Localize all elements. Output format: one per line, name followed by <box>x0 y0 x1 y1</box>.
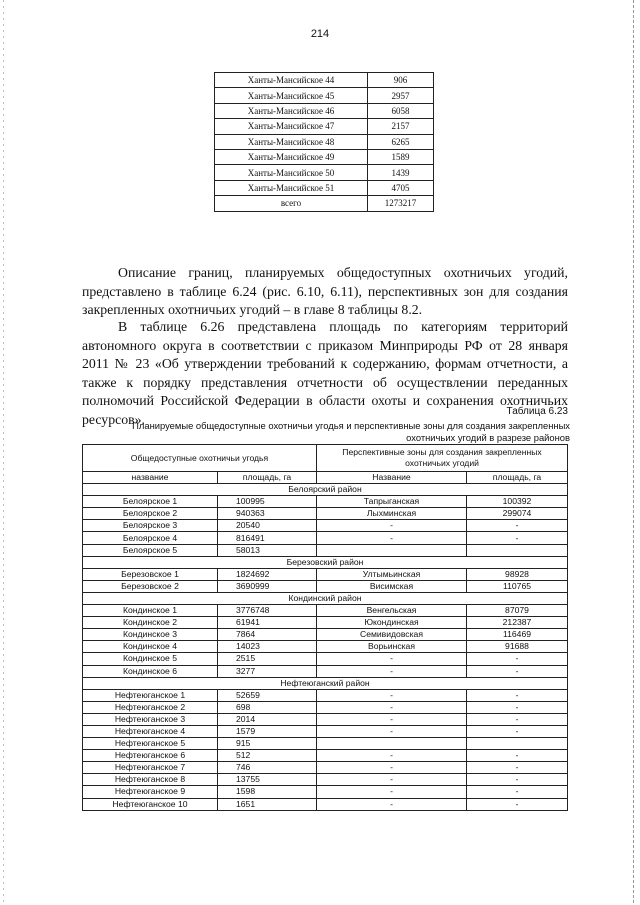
territory-name-cell: всего <box>215 196 368 211</box>
zone-name-cell: Семивидовская <box>317 629 467 641</box>
district-name: Березовский район <box>83 556 568 568</box>
table-row <box>83 665 568 677</box>
zone-area-cell: - <box>467 725 568 737</box>
table-row <box>83 701 568 713</box>
territory-name-cell: Ханты-Мансийское 46 <box>215 103 368 118</box>
area-cell: 906 <box>368 73 434 88</box>
ground-area-cell: 3277 <box>218 665 317 677</box>
ground-area-cell: 698 <box>218 701 317 713</box>
district-row <box>83 592 568 604</box>
table-row <box>83 580 568 592</box>
table-column-header-row <box>83 472 568 484</box>
hunting-grounds-table-body <box>83 484 568 811</box>
zone-name-cell: Юкондинская <box>317 617 467 629</box>
district-name: Нефтеюганский район <box>83 677 568 689</box>
table-row <box>215 180 434 195</box>
area-cell: 2957 <box>368 88 434 103</box>
ground-name-cell: Белоярское 4 <box>83 532 218 544</box>
zone-name-cell: Лыхминская <box>317 508 467 520</box>
table-row <box>83 750 568 762</box>
zone-area-cell: 212387 <box>467 617 568 629</box>
hunting-grounds-table <box>82 444 568 811</box>
table-row <box>215 88 434 103</box>
territory-name-cell: Ханты-Мансийское 49 <box>215 149 368 164</box>
ground-area-cell: 512 <box>218 750 317 762</box>
ground-name-cell: Нефтеюганское 9 <box>83 786 218 798</box>
ground-name-cell: Нефтеюганское 3 <box>83 713 218 725</box>
ground-name-cell: Березовское 2 <box>83 580 218 592</box>
zone-name-cell: Тапрыганская <box>317 496 467 508</box>
district-row <box>83 556 568 568</box>
zone-name-cell: - <box>317 653 467 665</box>
table-row <box>215 103 434 118</box>
zone-area-cell: 110765 <box>467 580 568 592</box>
area-cell: 6265 <box>368 134 434 149</box>
table-row <box>83 520 568 532</box>
zone-area-cell <box>467 544 568 556</box>
header-name: название <box>83 472 218 484</box>
table-row <box>83 653 568 665</box>
district-name: Кондинский район <box>83 592 568 604</box>
table-row <box>83 725 568 737</box>
ground-area-cell: 100995 <box>218 496 317 508</box>
ground-area-cell: 1579 <box>218 725 317 737</box>
zone-area-cell: - <box>467 786 568 798</box>
paragraph-categories: В таблице 6.26 представлена площадь по категориям территорий автономного округа в соответствии с приказом Минприроды РФ от 28 января 2011 № 23 «Об утверждении требований к содержанию, формам отчетности, а также к порядку представления отчетности об осуществлении переданных полномочий Российской Федерации в области охоты и сохранения охотничьих ресурсов». <box>82 319 568 427</box>
ground-area-cell: 915 <box>218 738 317 750</box>
ground-name-cell: Нефтеюганское 10 <box>83 798 218 810</box>
ground-name-cell: Кондинское 4 <box>83 641 218 653</box>
district-row <box>83 677 568 689</box>
ground-name-cell: Нефтеюганское 4 <box>83 725 218 737</box>
ground-name-cell: Кондинское 1 <box>83 605 218 617</box>
zone-area-cell: - <box>467 520 568 532</box>
zone-area-cell: 98928 <box>467 568 568 580</box>
zone-name-cell: - <box>317 798 467 810</box>
zone-name-cell: - <box>317 725 467 737</box>
zone-area-cell: 91688 <box>467 641 568 653</box>
scan-edge-right <box>633 0 634 905</box>
district-name: Белоярский район <box>83 484 568 496</box>
area-cell: 1439 <box>368 165 434 180</box>
ground-name-cell: Нефтеюганское 7 <box>83 762 218 774</box>
ground-name-cell: Кондинское 5 <box>83 653 218 665</box>
table-row <box>83 496 568 508</box>
ground-area-cell: 3776748 <box>218 605 317 617</box>
zone-area-cell: - <box>467 713 568 725</box>
header-public-grounds: Общедоступные охотничьи угодья <box>83 445 317 472</box>
zone-name-cell: - <box>317 701 467 713</box>
ground-name-cell: Белоярское 1 <box>83 496 218 508</box>
continued-table-body <box>215 73 434 212</box>
table-row <box>83 629 568 641</box>
zone-name-cell: - <box>317 750 467 762</box>
header-area: площадь, га <box>218 472 317 484</box>
territory-name-cell: Ханты-Мансийское 51 <box>215 180 368 195</box>
zone-name-cell: - <box>317 774 467 786</box>
zone-area-cell: 87079 <box>467 605 568 617</box>
table-row <box>83 786 568 798</box>
ground-area-cell: 58013 <box>218 544 317 556</box>
ground-area-cell: 7864 <box>218 629 317 641</box>
zone-name-cell: - <box>317 532 467 544</box>
ground-name-cell: Нефтеюганское 6 <box>83 750 218 762</box>
table-row <box>83 641 568 653</box>
zone-area-cell <box>467 738 568 750</box>
ground-area-cell: 816491 <box>218 532 317 544</box>
zone-name-cell: Висимская <box>317 580 467 592</box>
ground-area-cell: 20540 <box>218 520 317 532</box>
zone-area-cell: - <box>467 750 568 762</box>
table-row <box>83 544 568 556</box>
zone-name-cell: - <box>317 713 467 725</box>
ground-name-cell: Белоярское 2 <box>83 508 218 520</box>
zone-name-cell <box>317 544 467 556</box>
ground-area-cell: 2515 <box>218 653 317 665</box>
zone-name-cell: Ултымьинская <box>317 568 467 580</box>
table-row <box>215 134 434 149</box>
ground-name-cell: Нефтеюганское 2 <box>83 701 218 713</box>
area-cell: 6058 <box>368 103 434 118</box>
scan-edge-left <box>3 0 4 905</box>
zone-area-cell: - <box>467 762 568 774</box>
table-row <box>83 689 568 701</box>
ground-area-cell: 746 <box>218 762 317 774</box>
zone-area-cell: 100392 <box>467 496 568 508</box>
table-number: Таблица 6.23 <box>506 406 568 417</box>
ground-area-cell: 61941 <box>218 617 317 629</box>
zone-area-cell: - <box>467 798 568 810</box>
table-title: Планируемые общедоступные охотничьи угодья и перспективные зоны для создания закрепленных охотничьих угодий в разрезе районов <box>132 420 570 443</box>
table-row <box>83 762 568 774</box>
table-row <box>83 774 568 786</box>
zone-name-cell: Ворьинская <box>317 641 467 653</box>
ground-area-cell: 940363 <box>218 508 317 520</box>
ground-area-cell: 52659 <box>218 689 317 701</box>
ground-area-cell: 1651 <box>218 798 317 810</box>
table-row <box>83 568 568 580</box>
table-row <box>83 617 568 629</box>
district-row <box>83 484 568 496</box>
table-row <box>83 713 568 725</box>
ground-name-cell: Белоярское 5 <box>83 544 218 556</box>
ground-name-cell: Кондинское 2 <box>83 617 218 629</box>
territory-name-cell: Ханты-Мансийское 45 <box>215 88 368 103</box>
table-row <box>215 73 434 88</box>
zone-area-cell: - <box>467 665 568 677</box>
ground-name-cell: Нефтеюганское 5 <box>83 738 218 750</box>
table-row <box>215 196 434 211</box>
paragraph-boundaries: Описание границ, планируемых общедоступных охотничьих угодий, представлено в таблице 6.24 (рис. 6.10, 6.11), перспективных зон для создания закрепленных охотничьих угодий – в главе 8 таблицы 8.2. <box>82 265 568 317</box>
ground-area-cell: 14023 <box>218 641 317 653</box>
zone-name-cell: - <box>317 786 467 798</box>
table-row <box>215 165 434 180</box>
ground-area-cell: 2014 <box>218 713 317 725</box>
ground-name-cell: Кондинское 3 <box>83 629 218 641</box>
zone-name-cell: - <box>317 665 467 677</box>
zone-name-cell: Венгельская <box>317 605 467 617</box>
ground-name-cell: Нефтеюганское 1 <box>83 689 218 701</box>
area-cell: 1273217 <box>368 196 434 211</box>
zone-name-cell <box>317 738 467 750</box>
header-prospective-zones: Перспективные зоны для создания закрепленных охотничьих угодий <box>317 445 568 472</box>
zone-area-cell: 116469 <box>467 629 568 641</box>
zone-area-cell: - <box>467 774 568 786</box>
table-row <box>83 532 568 544</box>
area-cell: 1589 <box>368 149 434 164</box>
area-cell: 4705 <box>368 180 434 195</box>
territory-name-cell: Ханты-Мансийское 48 <box>215 134 368 149</box>
table-row <box>215 149 434 164</box>
zone-name-cell: - <box>317 689 467 701</box>
header-zone-name: Название <box>317 472 467 484</box>
continued-table <box>214 72 434 212</box>
zone-name-cell: - <box>317 520 467 532</box>
zone-area-cell: - <box>467 532 568 544</box>
zone-area-cell: - <box>467 653 568 665</box>
table-row <box>215 119 434 134</box>
territory-name-cell: Ханты-Мансийское 47 <box>215 119 368 134</box>
table-row <box>83 508 568 520</box>
area-cell: 2157 <box>368 119 434 134</box>
ground-name-cell: Нефтеюганское 8 <box>83 774 218 786</box>
page-number: 214 <box>310 28 330 40</box>
territory-name-cell: Ханты-Мансийское 50 <box>215 165 368 180</box>
ground-area-cell: 13755 <box>218 774 317 786</box>
territory-name-cell: Ханты-Мансийское 44 <box>215 73 368 88</box>
ground-area-cell: 3690999 <box>218 580 317 592</box>
zone-area-cell: 299074 <box>467 508 568 520</box>
zone-area-cell: - <box>467 701 568 713</box>
ground-area-cell: 1598 <box>218 786 317 798</box>
header-zone-area: площадь, га <box>467 472 568 484</box>
ground-name-cell: Кондинское 6 <box>83 665 218 677</box>
zone-area-cell: - <box>467 689 568 701</box>
ground-name-cell: Березовское 1 <box>83 568 218 580</box>
table-row <box>83 605 568 617</box>
zone-name-cell: - <box>317 762 467 774</box>
ground-area-cell: 1824692 <box>218 568 317 580</box>
ground-name-cell: Белоярское 3 <box>83 520 218 532</box>
table-group-header-row <box>83 445 568 472</box>
table-row <box>83 738 568 750</box>
table-row <box>83 798 568 810</box>
